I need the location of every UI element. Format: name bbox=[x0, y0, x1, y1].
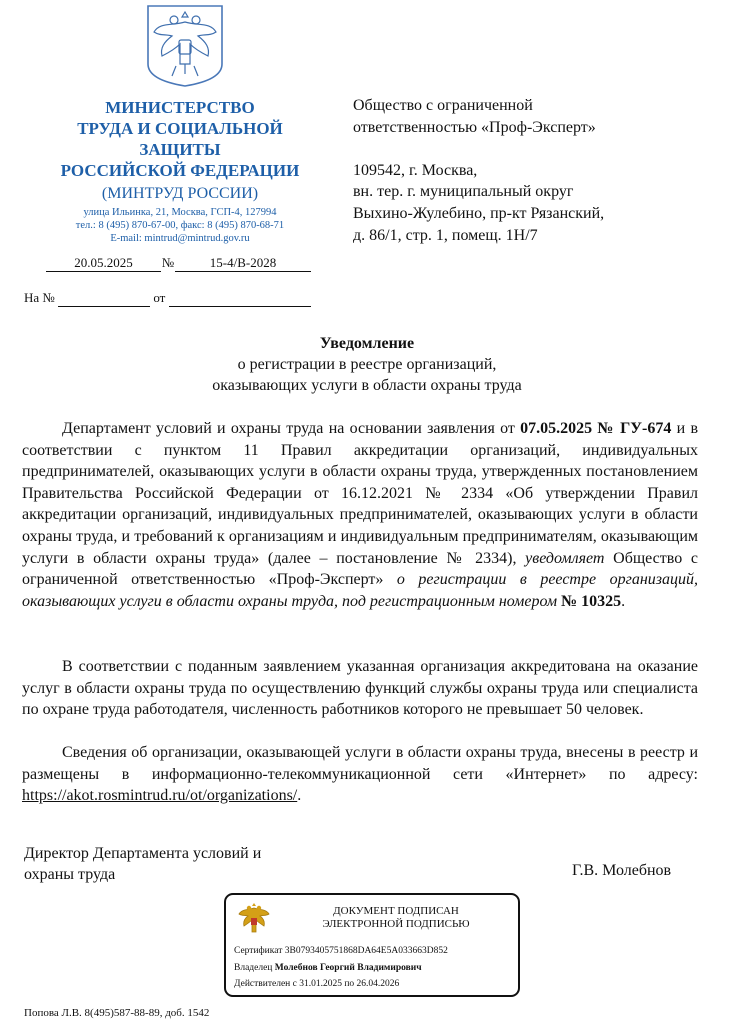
addressee-line: 109542, г. Москва, bbox=[353, 162, 478, 179]
ref-from-label: от bbox=[153, 290, 166, 305]
addressee-line: Общество с ограниченной bbox=[353, 97, 533, 114]
stamp-title: ЭЛЕКТРОННОЙ ПОДПИСЬЮ bbox=[322, 918, 470, 930]
document-title: Уведомление bbox=[319, 335, 415, 352]
electronic-signature-stamp bbox=[224, 893, 520, 997]
addressee-line: Выхино-Жулебино, пр-кт Рязанский, bbox=[353, 205, 605, 222]
ministry-name-line: ТРУДА И СОЦИАЛЬНОЙ bbox=[77, 119, 283, 138]
addressee-line: д. 86/1, стр. 1, помещ. 1Н/7 bbox=[353, 227, 538, 244]
registry-link[interactable]: https://akot.rosmintrud.ru/ot/organizations/ bbox=[22, 787, 298, 805]
stamp-title: ДОКУМЕНТ ПОДПИСАН bbox=[333, 905, 459, 917]
coat-of-arms-emblem-icon bbox=[142, 2, 228, 88]
ref-date-blank bbox=[169, 290, 311, 307]
stamp-certificate: Сертификат 3B0793405751868DA64E5A033663D852 bbox=[234, 946, 448, 956]
document-subtitle: оказывающих услуги в области охраны труда bbox=[212, 377, 522, 394]
ministry-address: улица Ильинка, 21, Москва, ГСП-4, 127994 bbox=[83, 207, 277, 218]
signer-name: Г.В. Молебнов bbox=[572, 862, 672, 879]
ministry-name-line: МИНИСТЕРСТВО bbox=[105, 98, 255, 117]
ministry-name-line: ЗАЩИТЫ bbox=[139, 140, 221, 159]
signer-position: охраны труда bbox=[24, 866, 116, 883]
ministry-email: E-mail: mintrud@mintrud.gov.ru bbox=[110, 233, 250, 244]
body-paragraph-3: Сведения об организации, оказывающей услуги в области охраны труда, внесены в реестр и размещены в информационно-телекоммуникационной сети «Интернет» по адресу: https://akot.rosmintrud.ru/ot/organizations/. bbox=[22, 744, 698, 805]
number-label: № bbox=[161, 255, 175, 270]
ministry-short-name: (МИНТРУД РОССИИ) bbox=[101, 185, 259, 202]
coat-of-arms-icon bbox=[234, 902, 274, 942]
signer-position: Директор Департамента условий и bbox=[24, 845, 262, 862]
stamp-validity: Действителен с 31.01.2025 по 26.04.2026 bbox=[234, 979, 400, 989]
ministry-name-line: РОССИЙСКОЙ ФЕДЕРАЦИИ bbox=[60, 161, 300, 180]
ref-number-blank bbox=[58, 290, 150, 307]
letter-number: 15-4/В-2028 bbox=[175, 255, 311, 272]
body-paragraph-2: В соответствии с поданным заявлением указанная организация аккредитована на оказание услуг в области охраны труда по осуществлению функций службы охраны труда или специалиста по охране труда работодателя, численность работников которого не превышает 50 человек. bbox=[22, 658, 698, 719]
ref-label: На № bbox=[24, 290, 55, 305]
reference-line bbox=[24, 290, 311, 307]
stamp-owner: Владелец Молебнов Георгий Владимирович bbox=[234, 963, 422, 973]
letter-date: 20.05.2025 bbox=[46, 255, 161, 272]
executor-contact: Попова Л.В. 8(495)587-88-89, доб. 1542 bbox=[24, 1007, 210, 1019]
outgoing-date-number bbox=[46, 255, 314, 272]
document-subtitle: о регистрации в реестре организаций, bbox=[237, 356, 497, 373]
addressee-line: ответственностью «Проф-Эксперт» bbox=[353, 119, 596, 136]
ministry-phone: тел.: 8 (495) 870-67-00, факс: 8 (495) 870-68-71 bbox=[75, 220, 285, 231]
body-paragraph-1: Департамент условий и охраны труда на основании заявления от 07.05.2025 № ГУ-674 и в соответствии с пунктом 11 Правил аккредитации организаций, индивидуальных предпринимателей, оказывающих услуги в области охраны труда, утвержденных постановлением Правительства Российской Федерации от 16.12.2021 № 2334 «Об утверждении Правил аккредитации организаций, индивидуальных предпринимателей, оказывающих услуги в области охраны труда, и требований к организациям и индивидуальным предпринимателям, оказывающим услуги в области охраны труда» (далее – постановление № 2334), уведомляет Общество с ограниченной ответственностью «Проф-Эксперт» о регистрации в реестре организаций, оказывающих услуги в области охраны труда, под регистрационным номером № 10325. bbox=[22, 420, 699, 610]
addressee-line: вн. тер. г. муниципальный округ bbox=[353, 183, 574, 200]
